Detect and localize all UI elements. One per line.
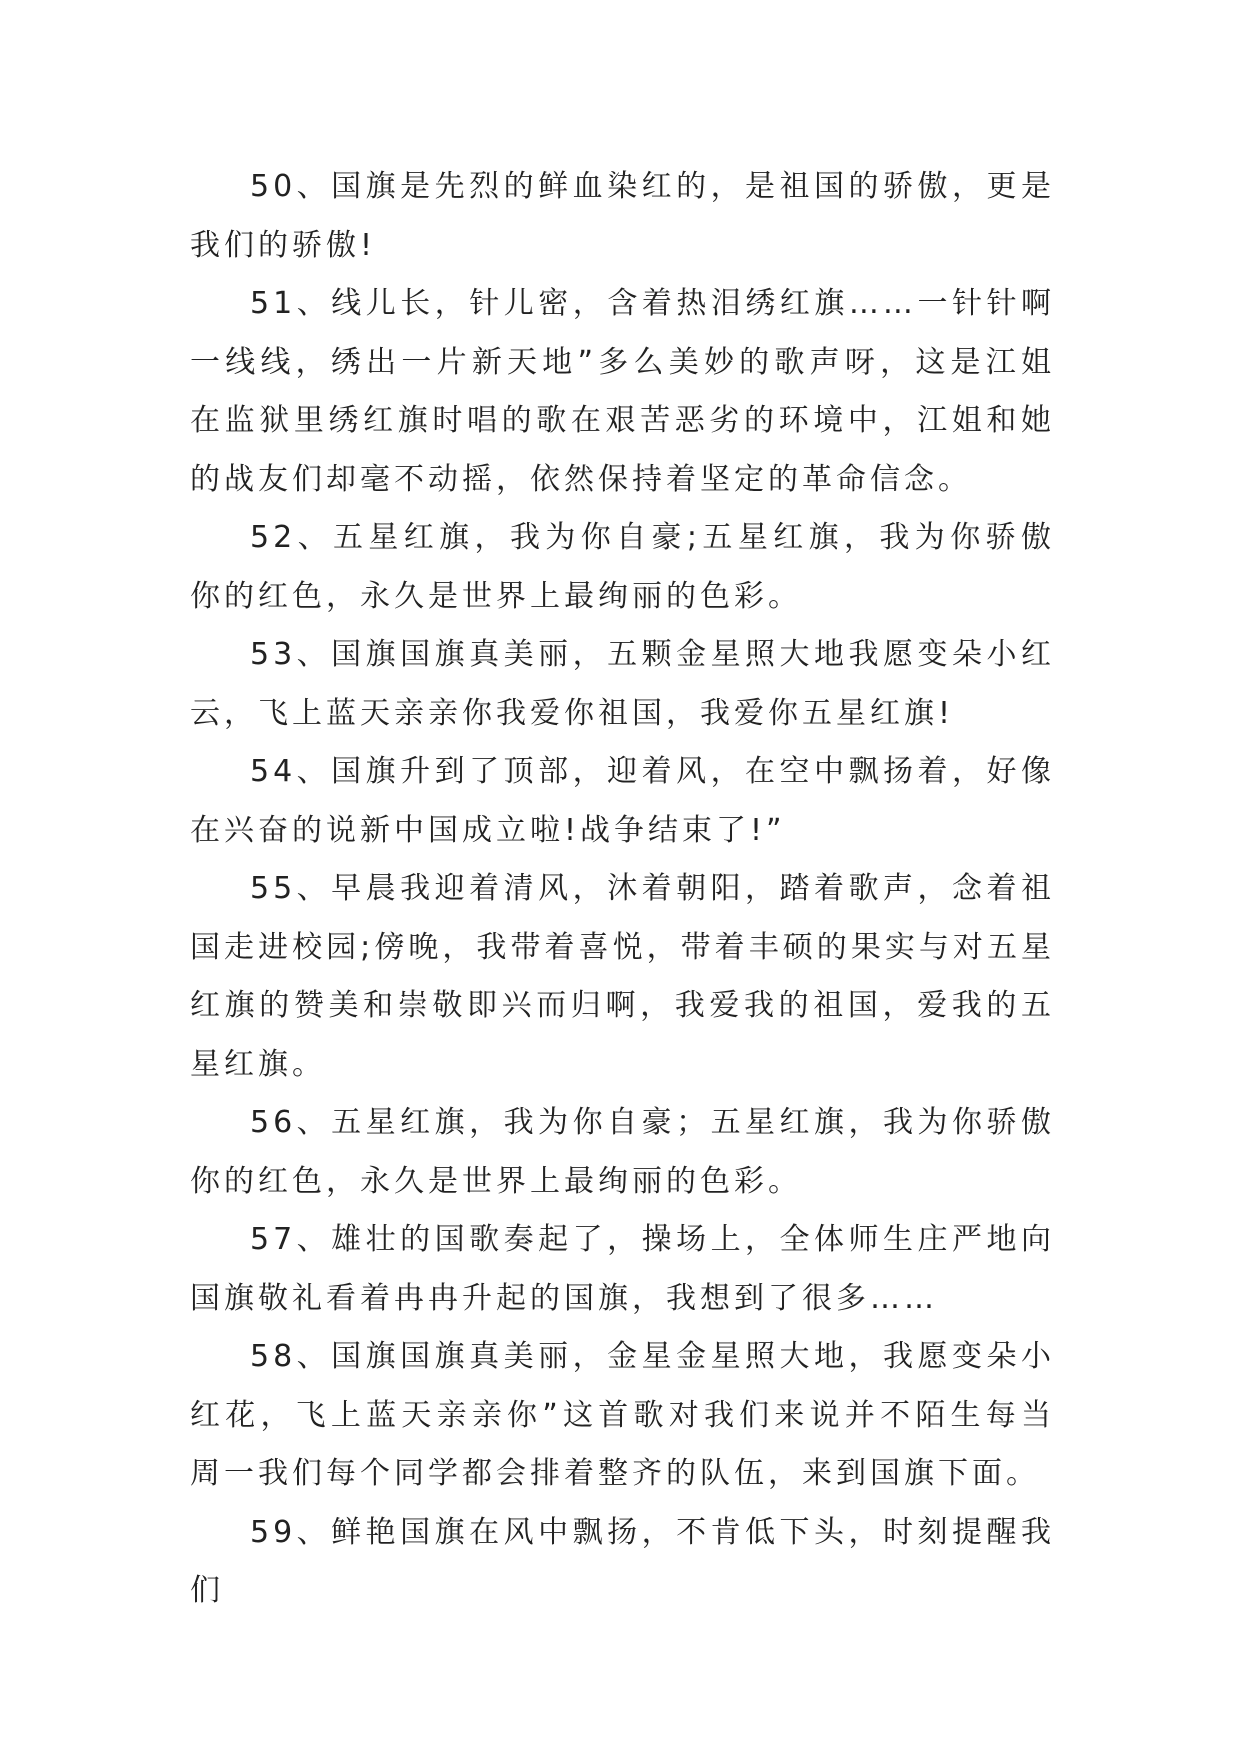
- paragraph-52: 52、五星红旗，我为你自豪;五星红旗，我为你骄傲你的红色，永久是世界上最绚丽的色彩。: [190, 520, 1055, 614]
- paragraph-58: 58、国旗国旗真美丽，金星金星照大地，我愿变朵小红花，飞上蓝天亲亲你”这首歌对我们来说并不陌生每当周一我们每个同学都会排着整齐的队伍，来到国旗下面。: [190, 1339, 1055, 1491]
- paragraph-53: 53、国旗国旗真美丽，五颗金星照大地我愿变朵小红云，飞上蓝天亲亲你我爱你祖国，我爱你五星红旗!: [190, 637, 1055, 731]
- paragraph-51: 51、线儿长，针儿密，含着热泪绣红旗……一针针啊一线线，绣出一片新天地”多么美妙的歌声呀，这是江姐在监狱里绣红旗时唱的歌在艰苦恶劣的环境中，江姐和她的战友们却毫不动摇，依然保持着坚定的革命信念。: [190, 286, 1055, 497]
- paragraph-50: 50、国旗是先烈的鲜血染红的，是祖国的骄傲，更是我们的骄傲!: [190, 169, 1055, 263]
- paragraph-57: 57、雄壮的国歌奏起了，操场上，全体师生庄严地向国旗敬礼看着冉冉升起的国旗，我想到了很多……: [190, 1222, 1055, 1316]
- paragraph-56: 56、五星红旗，我为你自豪；五星红旗，我为你骄傲你的红色，永久是世界上最绚丽的色彩。: [190, 1105, 1055, 1199]
- paragraph-59: 59、鲜艳国旗在风中飘扬，不肯低下头，时刻提醒我们: [190, 1514, 1055, 1608]
- document-body: [190, 158, 1055, 1621]
- paragraph-54: 54、国旗升到了顶部，迎着风，在空中飘扬着，好像在兴奋的说新中国成立啦!战争结束了!”: [190, 754, 1055, 848]
- paragraph-55: 55、早晨我迎着清风，沐着朝阳，踏着歌声，念着祖国走进校园;傍晚，我带着喜悦，带着丰硕的果实与对五星红旗的赞美和崇敬即兴而归啊，我爱我的祖国，爱我的五星红旗。: [190, 871, 1055, 1082]
